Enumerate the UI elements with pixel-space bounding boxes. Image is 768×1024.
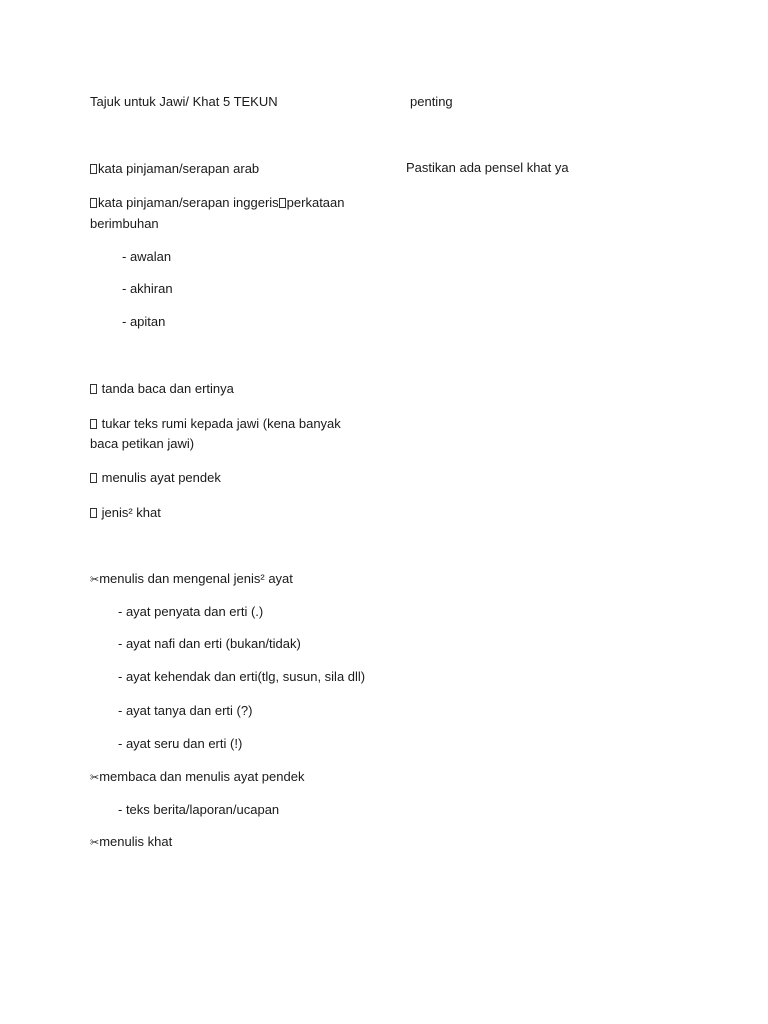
- sub-item-kehendak: - ayat kehendak dan erti(tlg, susun, sila dll): [118, 669, 366, 684]
- note-text: Pastikan ada pensel khat ya: [406, 160, 569, 175]
- scissors-icon: ✂: [90, 771, 100, 784]
- checkbox-icon: [90, 198, 97, 208]
- list-item-inggeris: [90, 193, 345, 213]
- list-item-label: kata pinjaman/serapan inggeris: [98, 195, 279, 210]
- checkbox-icon: [90, 419, 97, 429]
- list-item-label: membaca dan menulis ayat pendek: [99, 769, 305, 784]
- sub-item-tanya: - ayat tanya dan erti (?): [118, 703, 253, 718]
- note-heading: penting: [410, 94, 453, 109]
- document-title: Tajuk untuk Jawi/ Khat 5 TEKUN: [90, 94, 278, 109]
- list-item-label: menulis dan mengenal jenis² ayat: [99, 571, 293, 586]
- list-item-label: menulis ayat pendek: [98, 470, 221, 485]
- sub-item-akhiran: - akhiran: [122, 281, 173, 296]
- list-item-label: jenis² khat: [98, 505, 161, 520]
- list-item-label: tanda baca dan ertinya: [98, 381, 234, 396]
- list-item-tanda-baca: [90, 379, 234, 399]
- list-item-tukar-teks: [90, 414, 341, 434]
- list-item-menulis-khat: [90, 832, 172, 853]
- list-item-tukar-teks-cont: baca petikan jawi): [90, 436, 195, 451]
- list-item-membaca: [90, 767, 304, 788]
- list-item-inggeris-cont: berimbuhan: [90, 216, 159, 231]
- checkbox-icon: [90, 384, 97, 394]
- checkbox-icon: [90, 508, 97, 518]
- checkbox-icon: [279, 198, 286, 208]
- list-item-arab: [90, 159, 259, 179]
- list-item-jenis-ayat: [90, 569, 293, 590]
- sub-item-teks-berita: - teks berita/laporan/ucapan: [118, 802, 280, 817]
- sub-item-seru: - ayat seru dan erti (!): [118, 736, 243, 751]
- sub-item-nafi: - ayat nafi dan erti (bukan/tidak): [118, 636, 301, 651]
- scissors-icon: ✂: [90, 573, 100, 586]
- list-item-ayat-pendek: [90, 468, 221, 488]
- sub-item-penyata: - ayat penyata dan erti (.): [118, 604, 264, 619]
- sub-item-awalan: - awalan: [122, 249, 172, 264]
- list-item-label: menulis khat: [99, 834, 173, 849]
- list-item-label: tukar teks rumi kepada jawi (kena banyak: [98, 416, 341, 431]
- sub-item-apitan: - apitan: [122, 314, 166, 329]
- checkbox-icon: [90, 164, 97, 174]
- scissors-icon: ✂: [90, 836, 100, 849]
- list-item-jenis-khat: [90, 503, 161, 523]
- list-item-label: kata pinjaman/serapan arab: [98, 161, 260, 176]
- list-item-label: perkataan: [286, 195, 345, 210]
- checkbox-icon: [90, 473, 97, 483]
